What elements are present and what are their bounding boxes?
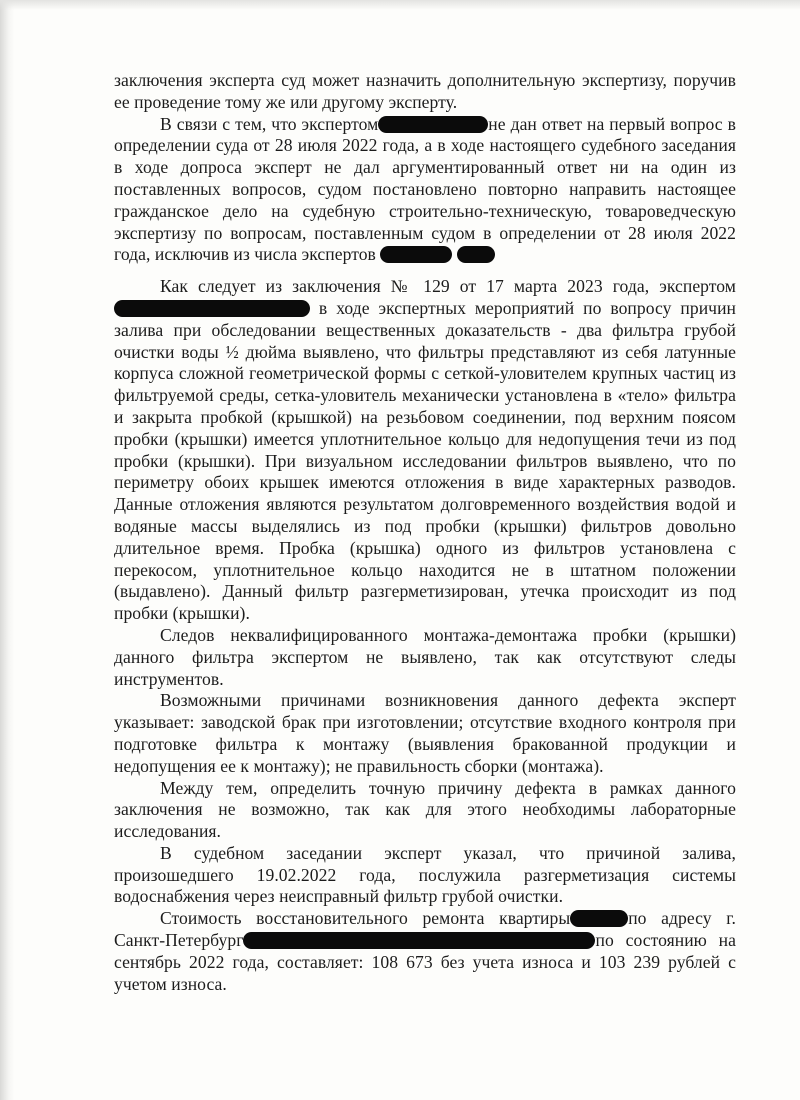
paragraph-repair-cost [114,908,736,995]
redacted-expert-name [114,300,310,317]
redacted-apartment-number [570,910,628,927]
paragraph-text: в ходе экспертных мероприятий по вопросу причин залива при обследовании вещественных доказательств - два фильтра грубой очистки воды ½ дюйма выявлено, что фильтры представляют из себя латунные корпуса сложной геометрической формы с сеткой-уловителем крупных частиц из фильтруемой среды, сетка-уловитель механически установлена в «тело» фильтра и закрыта пробкой (крышкой) на резьбовом соединении, под верхним поясом пробки (крышки) имеется уплотнительное кольцо для недопущения течи из под пробки (крышки). При визуальном исследовании фильтров выявлено, что по периметру обоих крышек имеются отложения в виде характерных разводов. Данные отложения являются результатом долговременного воздействия водой и водяные массы выделялись из под пробки (крышки) фильтров довольно длительное время. Пробка (крышка) одного из фильтров установлена с перекосом, уплотнительное кольцо находится не в штатном положении (выдавлено). Данный фильтр разгерметизирован, утечка происходит из под пробки (крышки). [114,297,736,624]
paragraph-expert-no-answer [114,114,736,267]
paragraph-text: не дан ответ на первый вопрос в определении суда от 28 июля 2022 года, а в ходе настоящего судебного заседания в ходе допроса эксперт не дал аргументированный ответ ни на один из поставленных вопросов, судом постановлено повторно направить настоящее гражданское дело на судебную строительно-техническую, товароведческую экспертизу по вопросам, поставленным судом в определении от 28 июля 2022 года, исключив из числа экспертов [114,113,736,265]
paragraph-text: по состоянию на сентябрь 2022 года, составляет: 108 673 без учета износа и 103 239 рублей с учетом износа. [114,930,736,994]
redacted-expert-name [380,246,452,263]
redacted-expert-name-continued [457,246,495,263]
document-body [114,70,736,995]
paragraph-text: В связи с тем, что экспертом [160,113,379,134]
paragraph-court-session: В судебном заседании эксперт указал, что причиной залива, произошедшего 19.02.2022 года, послужила разгерметизация системы водоснабжения через неисправный фильтр грубой очистки. [114,842,736,907]
paragraph-continuation: заключения эксперта суд может назначить дополнительную экспертизу, поручив ее проведение тому же или другому эксперту. [114,70,736,112]
scan-edge-shadow [0,0,14,1100]
paragraph-cause-undetermined: Между тем, определить точную причину дефекта в рамках данного заключения не возможно, так как для этого необходимы лабораторные исследования. [114,777,736,842]
paragraph-expert-conclusion [114,276,736,625]
redacted-expert-name [378,116,488,133]
paragraph-text: Стоимость восстановительного ремонта квартиры [160,908,571,929]
paragraph-text: по адресу г. Санкт-Петербург [114,908,736,951]
scan-top-shadow [0,0,800,10]
redacted-address [243,932,595,949]
paragraph-possible-causes: Возможными причинами возникновения данного дефекта эксперт указывает: заводской брак при изготовлении; отсутствие входного контроля при подготовке фильтра к монтажу (выявления бракованной продукции и недопущения ее к монтажу); не правильность сборки (монтажа). [114,690,736,776]
paragraph-text: Как следует из заключения № 129 от 17 марта 2023 года, экспертом [160,276,736,297]
paragraph-no-traces: Следов неквалифицированного монтажа-демонтажа пробки (крышки) данного фильтра экспертом не выявлено, так как отсутствуют следы инструментов. [114,624,736,689]
